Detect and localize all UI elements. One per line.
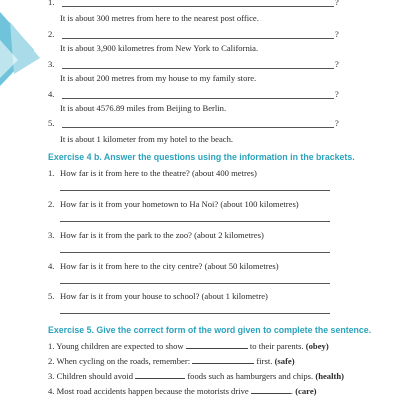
item-number: 3. — [48, 371, 55, 381]
question-text: How far is it from the park to the zoo? (about 2 kilometres) — [60, 230, 264, 240]
sentence-row — [48, 341, 329, 351]
question-mark: ? — [335, 118, 339, 128]
sentence-start: When cycling on the roads, remember: — [56, 356, 191, 366]
item-number: 2. — [48, 29, 55, 39]
word-blank[interactable] — [135, 371, 185, 379]
item-number: 3. — [48, 230, 55, 240]
root-word: (safe) — [274, 356, 295, 366]
question-mark: ? — [335, 59, 339, 69]
question-mark: ? — [335, 0, 339, 7]
question-mark: ? — [335, 29, 339, 39]
sentence-end: to their parents. — [249, 341, 304, 351]
sentence-end: foods such as hamburgers and chips. — [187, 371, 314, 381]
item-number: 4. — [48, 386, 55, 396]
answer-blank[interactable] — [60, 252, 330, 253]
given-answer: It is about 3,900 kilometres from New York to California. — [60, 43, 259, 53]
item-number: 4. — [48, 89, 55, 99]
word-blank[interactable] — [192, 356, 254, 364]
item-number: 2. — [48, 199, 55, 209]
sentence-row — [48, 356, 295, 366]
answer-blank[interactable] — [62, 6, 334, 7]
sentence-start: Children should avoid — [56, 371, 133, 381]
answer-blank[interactable] — [62, 68, 334, 69]
question-text: How far is it from your house to school? (about 1 kilometre) — [60, 291, 268, 301]
answer-blank[interactable] — [62, 98, 334, 99]
question-mark: ? — [335, 89, 339, 99]
item-number: 4. — [48, 261, 55, 271]
root-word: (obey) — [305, 341, 329, 351]
sentence-start: Most road accidents happen because the motorists drive — [56, 386, 249, 396]
item-number: 2. — [48, 356, 55, 366]
question-text: How far is it from here to the theatre? (about 400 metres) — [60, 168, 257, 178]
sentence-end: . — [290, 386, 294, 396]
given-answer: It is about 300 metres from here to the nearest post office. — [60, 13, 259, 23]
word-blank[interactable] — [186, 341, 248, 349]
corner-decoration — [0, 0, 48, 90]
exercise-5-heading: Exercise 5. Give the correct form of the word given to complete the sentence. — [48, 325, 372, 335]
item-number: 1. — [48, 341, 55, 351]
sentence-row — [48, 371, 344, 381]
answer-blank[interactable] — [60, 283, 330, 284]
given-answer: It is about 200 metres from my house to my family store. — [60, 73, 257, 83]
item-number: 1. — [48, 168, 55, 178]
answer-blank[interactable] — [60, 190, 330, 191]
given-answer: It is about 1 kilometer from my hotel to the beach. — [60, 134, 234, 144]
item-number: 3. — [48, 59, 55, 69]
question-text: How far is it from here to the city centre? (about 50 kilometres) — [60, 261, 279, 271]
answer-blank[interactable] — [62, 127, 334, 128]
exercise-4b-heading: Exercise 4 b. Answer the questions using the information in the brackets. — [48, 152, 355, 162]
answer-blank[interactable] — [62, 38, 334, 39]
sentence-start: Young children are expected to show — [56, 341, 184, 351]
item-number: 5. — [48, 118, 55, 128]
root-word: (care) — [295, 386, 317, 396]
question-text: How far is it from your hometown to Ha Noi? (about 100 kilometres) — [60, 199, 299, 209]
given-answer: It is about 4576.89 miles from Beijing to Berlin. — [60, 103, 227, 113]
sentence-row — [48, 386, 317, 396]
answer-blank[interactable] — [60, 313, 330, 314]
root-word: (health) — [315, 371, 344, 381]
sentence-end: first. — [256, 356, 273, 366]
item-number: 5. — [48, 291, 55, 301]
answer-blank[interactable] — [60, 221, 330, 222]
word-blank[interactable] — [251, 386, 294, 396]
item-number: 1. — [48, 0, 55, 7]
